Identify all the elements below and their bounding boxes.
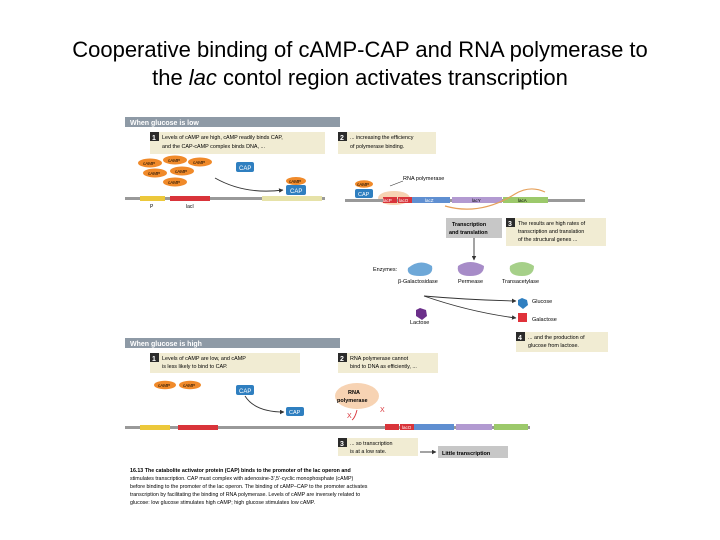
svg-text:cAMP: cAMP [158,383,171,388]
svg-text:lacZ: lacZ [425,198,434,203]
svg-text:4: 4 [518,335,522,342]
enzyme-permease-shape [458,262,484,276]
svg-text:lacO: lacO [402,425,412,430]
svg-text:cAMP: cAMP [168,158,181,163]
glucose-label: Glucose [532,299,553,305]
figure-caption [130,468,368,506]
svg-text:cAMP: cAMP [289,179,302,184]
panel-high-header-text: When glucose is high [130,341,202,348]
x-mark-1: X [347,413,352,420]
svg-text:cAMP: cAMP [175,169,188,174]
svg-text:CAP: CAP [290,189,303,195]
title-lac-italic: lac [188,65,217,90]
svg-text:of the structural genes ...: of the structural genes ... [518,237,578,243]
x-mark-2: X [380,407,385,414]
svg-text:CAP: CAP [239,389,252,395]
enzymes-label: Enzymes: [373,267,398,273]
enzyme-bgal-shape [408,262,433,276]
svg-text:The results are high rates of: The results are high rates of [518,221,586,227]
svg-text:bind to DNA as efficiently, ..: bind to DNA as efficiently, ... [350,364,417,370]
svg-text:is less likely to bind to CAP.: is less likely to bind to CAP. [162,364,228,370]
svg-text:stimulates transcription. CAP: stimulates transcription. CAP must complex with adenosine-3',5'-cyclic monophosphate (cAMP) [130,476,354,482]
enzyme-transacetylase: Transacetylase [502,279,540,285]
galactose-label: Galactose [532,317,557,323]
enzyme-transacetylase-shape [510,262,534,276]
low-step1-line1: Levels of cAMP are high, cAMP readily binds CAP, [162,135,283,141]
svg-text:16.13 The catabolite activato: 16.13 The catabolite activator protein (CAP) binds to the promoter of the lac operon and [130,468,351,474]
svg-text:RNA polymerase cannot: RNA polymerase cannot [350,356,409,362]
enzyme-permease: Permease [458,279,484,285]
lactose-label: Lactose [410,320,430,326]
svg-text:Transcription: Transcription [452,222,487,228]
svg-text:and translation: and translation [449,230,488,236]
svg-text:... so transcription: ... so transcription [350,441,393,447]
low-arrow-cap-to-dna [215,178,283,191]
panel-low-header-text: When glucose is low [130,120,199,127]
svg-text:cAMP: cAMP [357,182,370,187]
svg-text:transcription and translation: transcription and translation [518,229,585,235]
gene-p: P [150,204,154,210]
svg-text:1: 1 [152,356,156,363]
svg-text:lacY: lacY [472,198,481,203]
svg-text:polymerase: polymerase [337,398,368,404]
gene-laci: lacI [186,204,194,210]
rna-pol-label-low: RNA polymerase [403,176,445,182]
svg-text:3: 3 [508,221,512,228]
low-step1-num: 1 [152,135,156,142]
rna-polymerase-high [335,383,379,409]
dna-high [125,424,530,430]
cap-free-low-label: CAP [239,166,252,172]
svg-text:is at a low rate.: is at a low rate. [350,449,387,455]
lactose-shape [416,308,427,320]
title-line-1: Cooperative binding of cAMP-CAP and RNA polymerase to [72,37,648,62]
svg-text:lacA: lacA [518,198,527,203]
low-step2-line2: of polymerase binding. [350,144,405,150]
svg-text:cAMP: cAMP [148,171,161,176]
galactose-shape [518,313,527,322]
low-step2-line1: ... increasing the efficiency [350,135,414,141]
svg-text:transcription by facilitating: transcription by facilitating the binding of RNA polymerase. Levels of cAMP are inversely related to [130,492,361,498]
svg-text:lacO: lacO [399,198,409,203]
svg-text:RNA: RNA [348,390,360,396]
camp-cluster-low [138,156,212,187]
svg-text:glucose: low glucose stimulate: glucose: low glucose stimulates high cAMP; high glucose stimulates low cAMP. [130,500,316,506]
svg-text:2: 2 [340,356,344,363]
svg-text:Levels of cAMP are low, and cA: Levels of cAMP are low, and cAMP [162,356,246,362]
svg-text:3: 3 [340,441,344,448]
svg-text:Little transcription: Little transcription [442,451,491,457]
low-step1-line2: and the CAP-cAMP complex binds DNA, ... [162,144,265,150]
low-step2-num: 2 [340,135,344,142]
svg-text:cAMP: cAMP [143,161,156,166]
svg-text:before binding to the promoter: before binding to the promoter of the lac operon. The binding of cAMP–CAP to the promoter activates [130,484,368,490]
glucose-shape [518,298,528,309]
svg-text:glucose from lactose.: glucose from lactose. [528,343,579,349]
dna-left-low [125,196,325,210]
svg-text:cAMP: cAMP [193,160,206,165]
svg-text:cAMP: cAMP [183,383,196,388]
enzyme-bgal: β-Galactosidase [398,279,438,285]
svg-text:CAP: CAP [358,192,370,198]
svg-text:lacP: lacP [383,198,392,203]
svg-text:CAP: CAP [289,410,301,416]
title-line-2: the lac contol region activates transcription [152,65,568,90]
svg-text:... and the production of: ... and the production of [528,335,585,341]
svg-text:cAMP: cAMP [168,180,181,185]
